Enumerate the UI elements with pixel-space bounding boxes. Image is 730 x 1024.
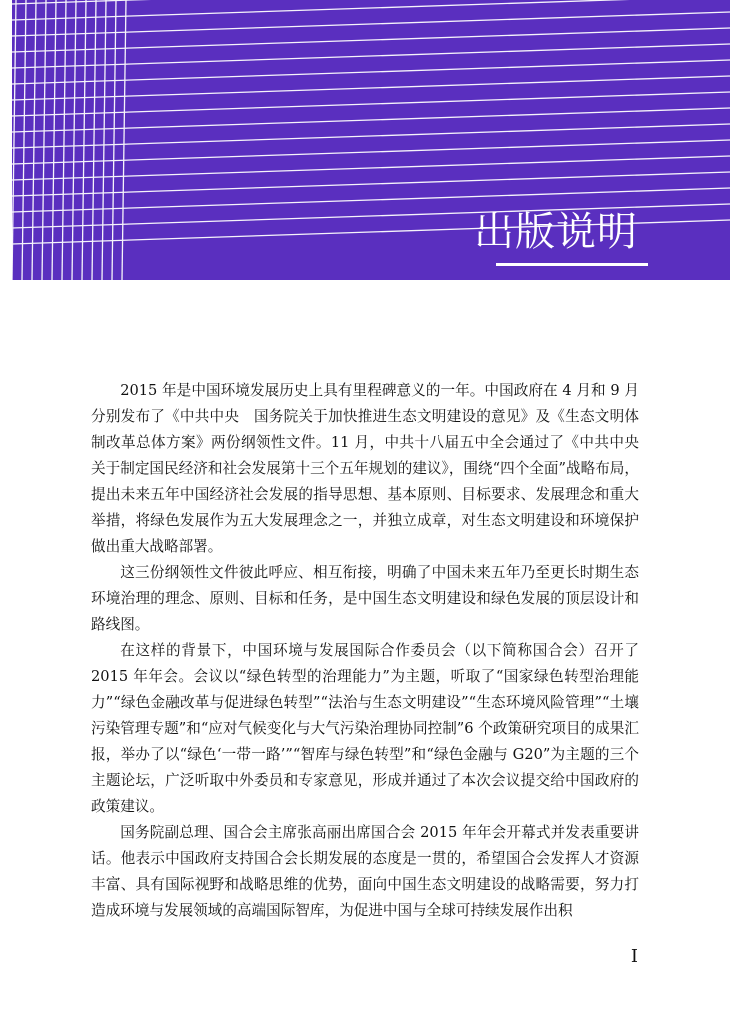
header-banner: [12, 0, 730, 280]
page-number: I: [630, 946, 638, 967]
page-title: 出版说明: [474, 209, 638, 255]
paragraph: 国务院副总理、国合会主席张高丽出席国合会 2015 年年会开幕式并发表重要讲话。他表示中国政府支持国合会长期发展的态度是一贯的，希望国合会发挥人才资源丰富、具有国际视野和战略思维的优势，面向中国生态文明建设的战略需要，努力打造成环境与发展领域的高端国际智库，为促进中国与全球可持续发展作出积: [91, 824, 639, 919]
title-underline: [496, 263, 648, 266]
paragraph: 在这样的背景下，中国环境与发展国际合作委员会（以下简称国合会）召开了 2015 年年会。会议以“绿色转型的治理能力”为主题，听取了“国家绿色转型治理能力”“绿色金融改革与促进绿色转型”“法治与生态文明建设”“生态环境风险管理”“土壤污染管理专题”和“应对气候变化与大气污染治理协同控制”6 个政策研究项目的成果汇报，举办了以“绿色‘一带一路’”“智库与绿色转型”和“绿色金融与 G20”为主题的三个主题论坛，广泛听取中外委员和专家意见，形成并通过了本次会议提交给中国政府的政策建议。: [91, 642, 639, 815]
paragraph: 这三份纲领性文件彼此呼应、相互衔接，明确了中国未来五年乃至更长时期生态环境治理的理念、原则、目标和任务，是中国生态文明建设和绿色发展的顶层设计和路线图。: [91, 564, 639, 633]
document-body: [91, 378, 639, 924]
paragraph: 2015 年是中国环境发展历史上具有里程碑意义的一年。中国政府在 4 月和 9 月分别发布了《中共中央 国务院关于加快推进生态文明建设的意见》及《生态文明体制改革总体方案》两份纲领性文件。11 月，中共十八届五中全会通过了《中共中央关于制定国民经济和社会发展第十三个五年规划的建议》，围绕“四个全面”战略布局，提出未来五年中国经济社会发展的指导思想、基本原则、目标要求、发展理念和重大举措，将绿色发展作为五大发展理念之一，并独立成章，对生态文明建设和环境保护做出重大战略部署。: [91, 382, 639, 555]
